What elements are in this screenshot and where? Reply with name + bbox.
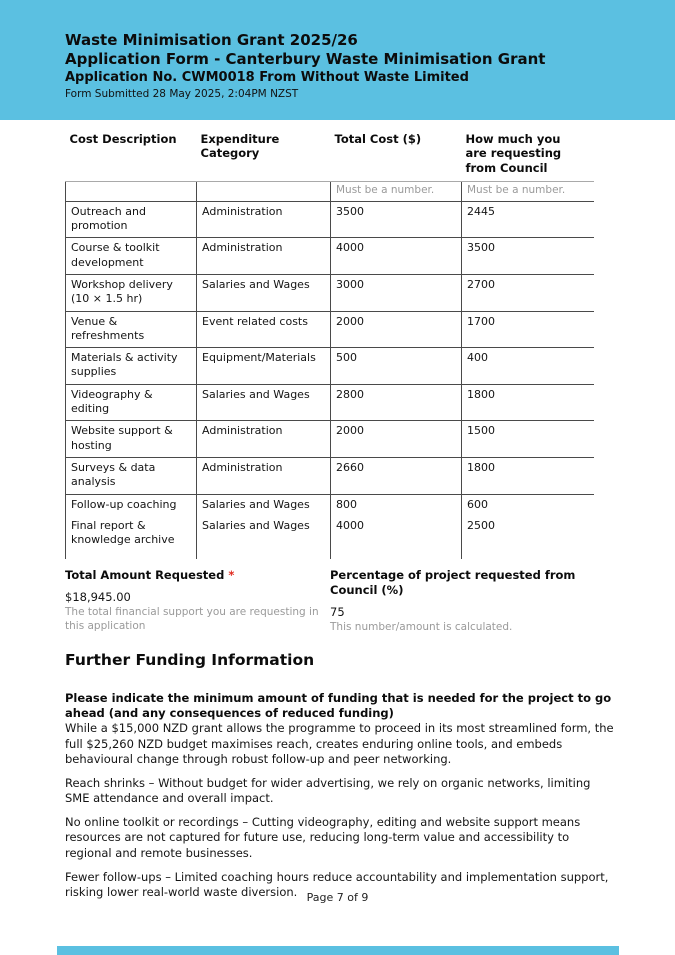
hint-cell: Must be a number. bbox=[331, 182, 462, 202]
total-amount-label-text: Total Amount Requested bbox=[65, 568, 225, 582]
cell-cost-description: Surveys & data analysis bbox=[66, 457, 197, 494]
cell-expenditure-category: Salaries and Wages bbox=[197, 516, 331, 560]
total-amount-value: $18,945.00 bbox=[65, 589, 131, 604]
cell-cost-description: Final report & knowledge archive bbox=[66, 516, 197, 560]
form-title: Application Form - Canterbury Waste Minimisation Grant bbox=[65, 50, 546, 69]
cell-total-cost: 4000 bbox=[331, 238, 462, 275]
cell-requested: 2500 bbox=[462, 516, 594, 560]
hint-cell bbox=[197, 182, 331, 202]
application-number: Application No. CWM0018 From Without Waste Limited bbox=[65, 70, 469, 86]
cell-expenditure-category: Administration bbox=[197, 421, 331, 458]
section-heading: Further Funding Information bbox=[65, 651, 315, 669]
percentage-label: Percentage of project requested from Council (%) bbox=[330, 568, 576, 597]
col-header-cost-description: Cost Description bbox=[69, 132, 177, 146]
cell-cost-description: Venue & refreshments bbox=[66, 311, 197, 348]
cell-total-cost: 3500 bbox=[331, 201, 462, 238]
cell-expenditure-category: Equipment/Materials bbox=[197, 348, 331, 385]
cell-total-cost: 2660 bbox=[331, 457, 462, 494]
col-header-total-cost: Total Cost ($) bbox=[334, 132, 422, 146]
form-header bbox=[65, 31, 645, 103]
table-row bbox=[66, 516, 594, 560]
cell-requested: 600 bbox=[462, 494, 594, 516]
next-page-band bbox=[57, 946, 619, 955]
cell-requested: 400 bbox=[462, 348, 594, 385]
cell-requested: 2700 bbox=[462, 274, 594, 311]
cell-total-cost: 800 bbox=[331, 494, 462, 516]
cell-total-cost: 2800 bbox=[331, 384, 462, 421]
table-row bbox=[66, 348, 594, 385]
submission-timestamp: Form Submitted 28 May 2025, 2:04PM NZST bbox=[65, 87, 299, 100]
cell-expenditure-category: Salaries and Wages bbox=[197, 274, 331, 311]
cell-requested: 1800 bbox=[462, 457, 594, 494]
cell-cost-description: Website support & hosting bbox=[66, 421, 197, 458]
table-row bbox=[66, 238, 594, 275]
cost-table-section bbox=[65, 130, 593, 559]
total-amount-help: The total financial support you are requesting in this application bbox=[65, 605, 319, 632]
col-header-requesting-from-council: How much you are requesting from Council bbox=[465, 132, 562, 175]
cell-requested: 1700 bbox=[462, 311, 594, 348]
cell-cost-description: Videography & editing bbox=[66, 384, 197, 421]
further-funding-section bbox=[65, 651, 615, 900]
cell-requested: 3500 bbox=[462, 238, 594, 275]
cell-cost-description: Outreach and promotion bbox=[66, 201, 197, 238]
table-row bbox=[66, 457, 594, 494]
funding-answer-paragraph: While a $15,000 NZD grant allows the programme to proceed in its most streamlined form, the full $25,260 NZD budget maximises reach, creates enduring online tools, and embeds behavioural change through robust follow-up and peer networking. bbox=[65, 721, 614, 766]
table-hint-row bbox=[66, 182, 594, 202]
total-amount-field bbox=[65, 568, 323, 633]
cell-requested: 1500 bbox=[462, 421, 594, 458]
cell-total-cost: 3000 bbox=[331, 274, 462, 311]
funding-answer-paragraph: Fewer follow-ups – Limited coaching hours reduce accountability and implementation support, risking lower real-world waste diversion. bbox=[65, 869, 609, 899]
funding-question: Please indicate the minimum amount of funding that is needed for the project to go ahead (and any consequences of reduced funding) bbox=[65, 691, 612, 721]
hint-cell: Must be a number. bbox=[462, 182, 594, 202]
page-number: Page 7 of 9 bbox=[306, 891, 369, 904]
cost-table bbox=[65, 130, 594, 559]
total-amount-label bbox=[65, 568, 323, 583]
table-row bbox=[66, 201, 594, 238]
cell-total-cost: 4000 bbox=[331, 516, 462, 560]
table-row bbox=[66, 421, 594, 458]
funding-answer-paragraph: Reach shrinks – Without budget for wider advertising, we rely on organic networks, limiting SME attendance and overall impact. bbox=[65, 775, 591, 806]
table-row bbox=[66, 311, 594, 348]
percentage-field bbox=[330, 568, 590, 635]
cell-requested: 2445 bbox=[462, 201, 594, 238]
funding-answer-paragraph: No online toolkit or recordings – Cutting videography, editing and website support means resources are not captured for future use, reducing long-term value and accessibility to regional and remote businesses. bbox=[65, 815, 581, 860]
table-row bbox=[66, 274, 594, 311]
table-row bbox=[66, 494, 594, 516]
cell-requested: 1800 bbox=[462, 384, 594, 421]
cell-cost-description: Follow-up coaching bbox=[66, 494, 197, 516]
cell-expenditure-category: Event related costs bbox=[197, 311, 331, 348]
grant-title: Waste Minimisation Grant 2025/26 bbox=[65, 31, 358, 49]
percentage-help: This number/amount is calculated. bbox=[330, 620, 513, 633]
hint-cell bbox=[66, 182, 197, 202]
cell-expenditure-category: Administration bbox=[197, 457, 331, 494]
cell-cost-description: Course & toolkit development bbox=[66, 238, 197, 275]
table-row bbox=[66, 384, 594, 421]
cell-expenditure-category: Administration bbox=[197, 238, 331, 275]
cell-expenditure-category: Salaries and Wages bbox=[197, 384, 331, 421]
cell-total-cost: 500 bbox=[331, 348, 462, 385]
cell-cost-description: Workshop delivery (10 × 1.5 hr) bbox=[66, 274, 197, 311]
table-header-row bbox=[66, 130, 594, 182]
cell-total-cost: 2000 bbox=[331, 421, 462, 458]
page-header-band bbox=[0, 0, 675, 120]
required-asterisk: * bbox=[228, 568, 235, 582]
cell-total-cost: 2000 bbox=[331, 311, 462, 348]
cell-cost-description: Materials & activity supplies bbox=[66, 348, 197, 385]
col-header-expenditure-category: Expenditure Category bbox=[200, 132, 280, 161]
percentage-value: 75 bbox=[330, 604, 345, 619]
cell-expenditure-category: Salaries and Wages bbox=[197, 494, 331, 516]
cell-expenditure-category: Administration bbox=[197, 201, 331, 238]
